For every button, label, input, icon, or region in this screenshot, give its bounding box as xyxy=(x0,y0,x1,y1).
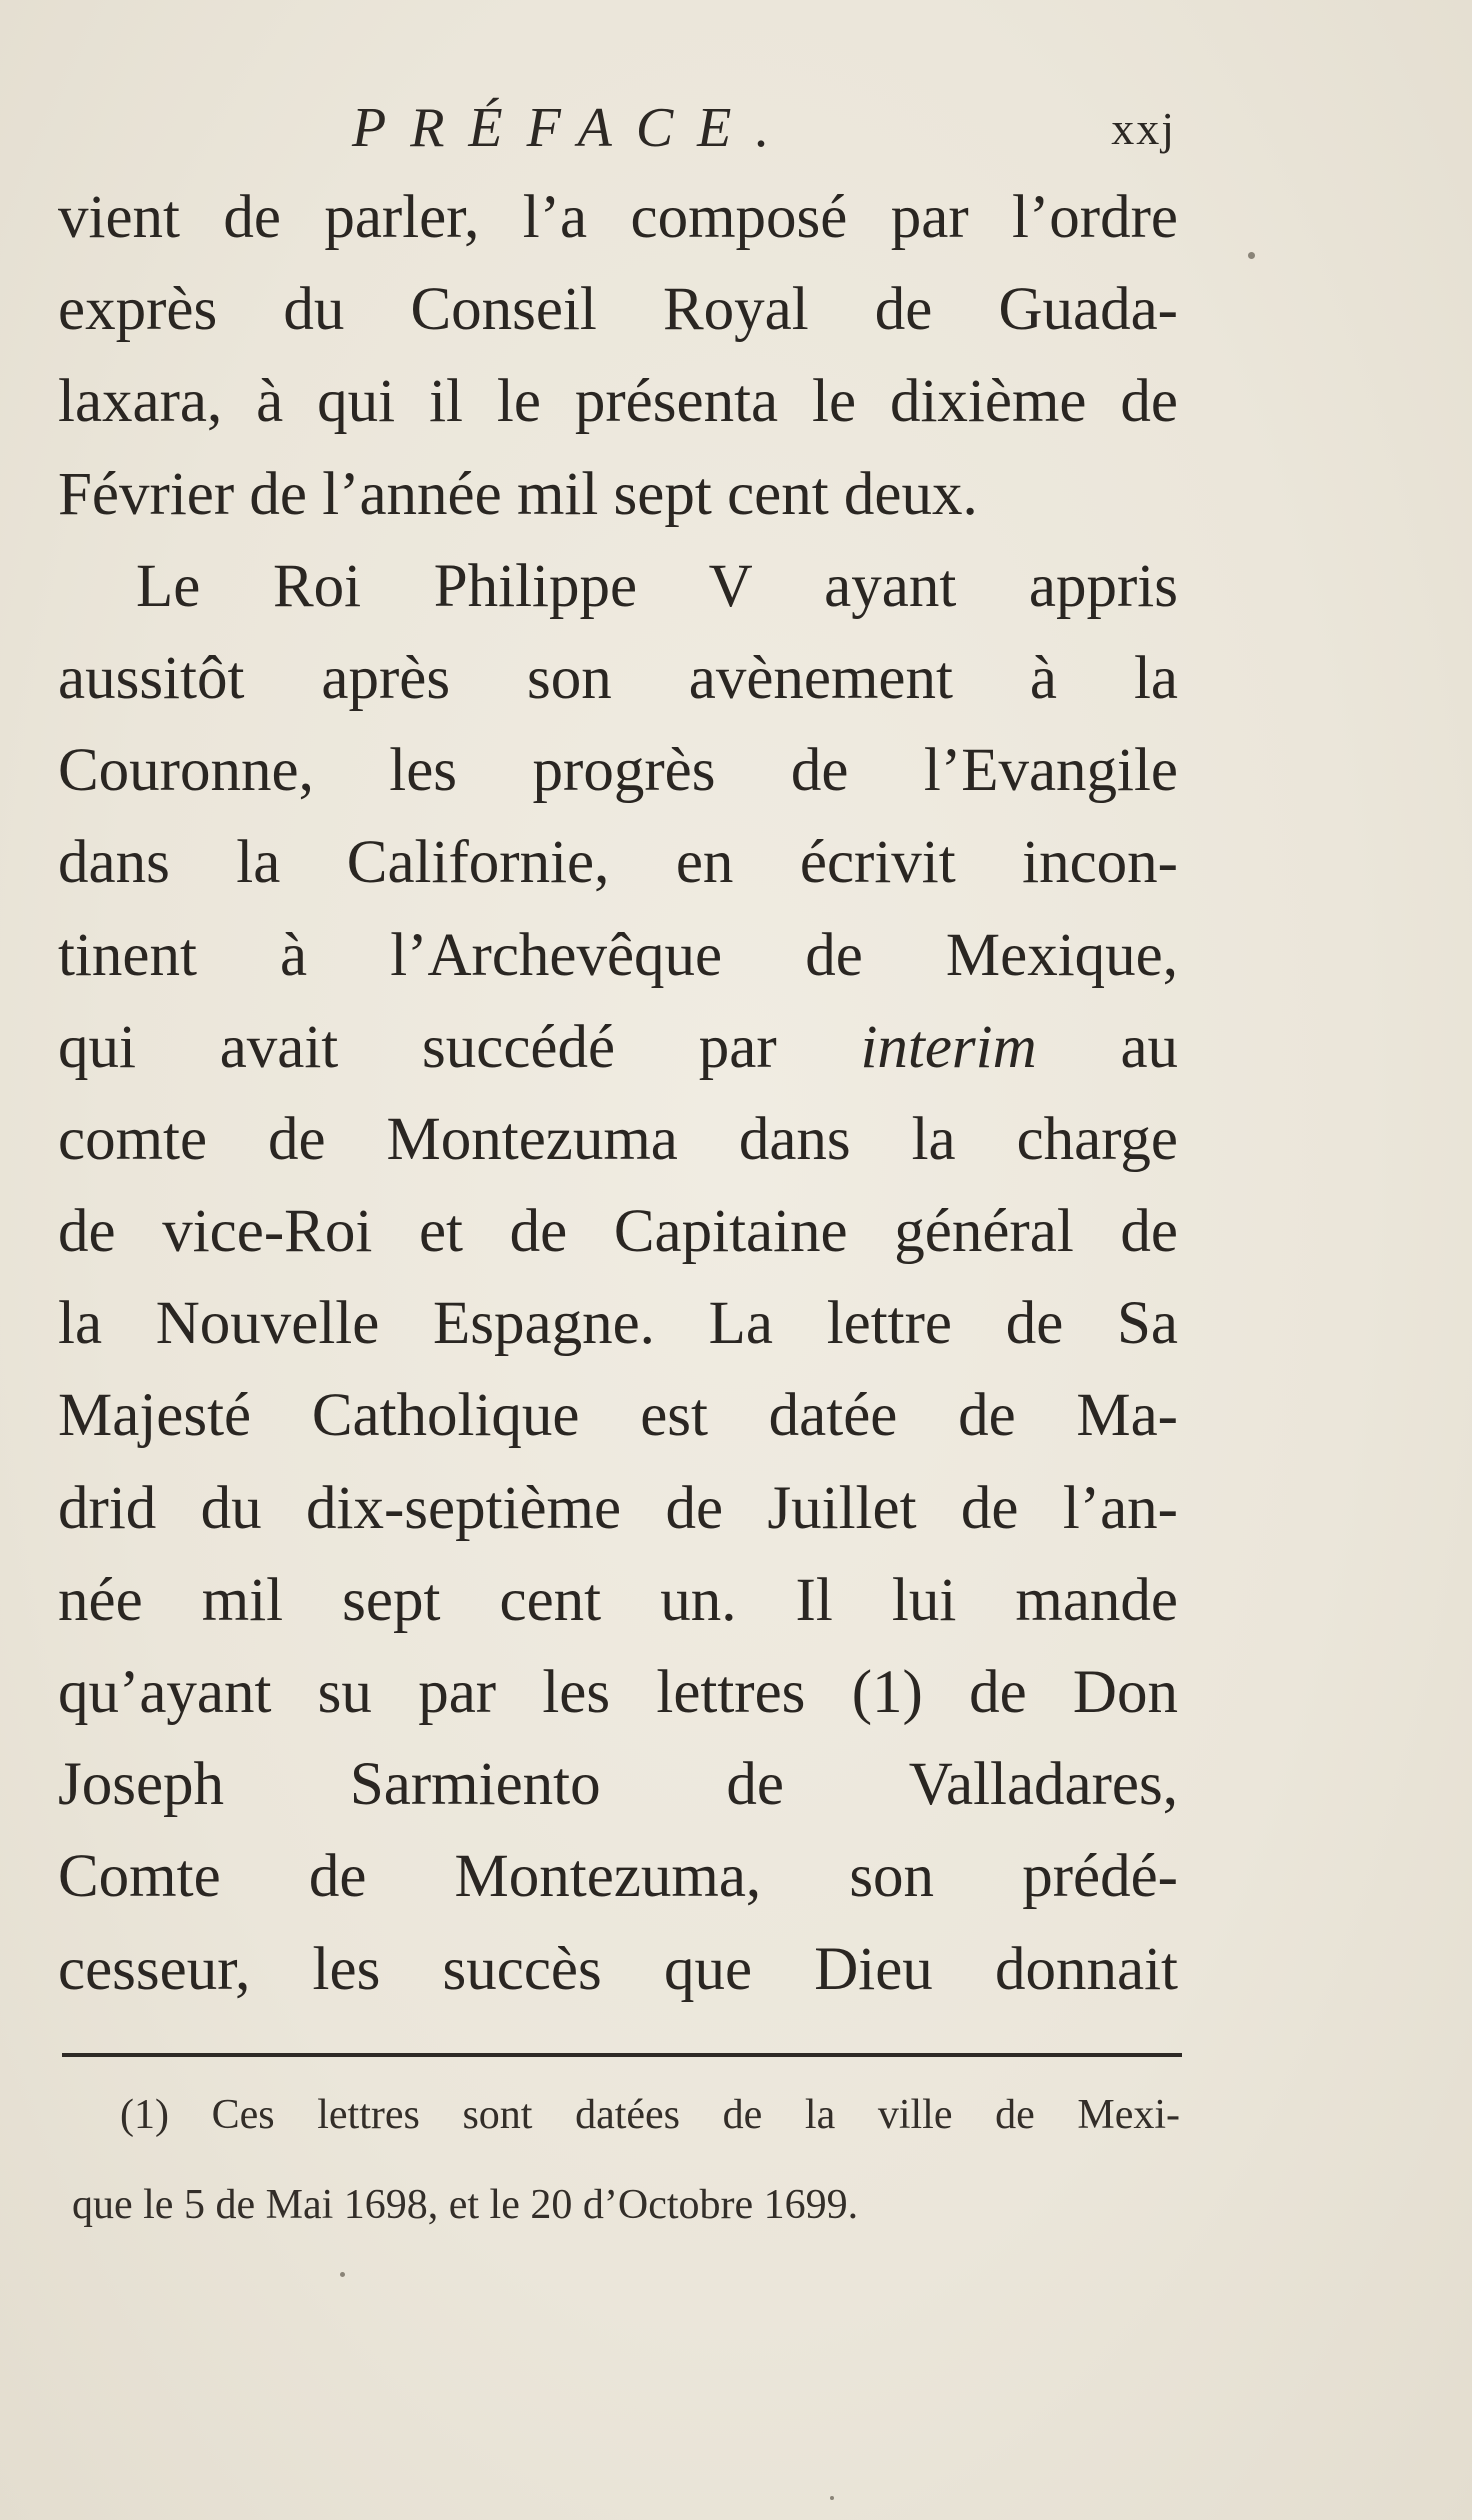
text-line: Majesté Catholique est datée de Ma- xyxy=(58,1382,1178,1450)
paper-speck xyxy=(340,2272,345,2277)
text-line xyxy=(58,1002,1178,1094)
text-line: aussitôt après son avènement à la xyxy=(58,644,1178,712)
text-line: vient de parler, l’a composé par l’ordre xyxy=(58,184,1178,251)
text-line: dans la Californie, en écrivit incon- xyxy=(58,829,1178,897)
text-segment: au xyxy=(1120,1013,1179,1081)
footnote xyxy=(72,2070,1180,2250)
body-text xyxy=(58,172,1178,2016)
text-line: Couronne, les progrès de l’Evangile xyxy=(58,737,1178,805)
text-line: née mil sept cent un. Il lui mande xyxy=(58,1566,1178,1634)
text-line: exprès du Conseil Royal de Guada- xyxy=(58,276,1178,344)
footnote-line: (1) Ces lettres sont datées de la ville de Mexi- xyxy=(120,2092,1180,2138)
text-line: Joseph Sarmiento de Valladares, xyxy=(58,1751,1178,1819)
running-title: PRÉFACE. xyxy=(352,97,794,159)
text-segment: qui avait succédé par xyxy=(58,1013,777,1081)
text-line: Février de l’année mil sept cent deux. xyxy=(58,460,978,528)
italic-term: interim xyxy=(860,1013,1037,1081)
page-header xyxy=(352,96,1192,159)
text-line: laxara, à qui il le présenta le dixième de xyxy=(58,368,1178,436)
footnote-rule xyxy=(62,2053,1182,2057)
text-line: comte de Montezuma dans la charge xyxy=(58,1105,1178,1173)
text-line: Comte de Montezuma, son prédé- xyxy=(58,1843,1178,1911)
page-number: xxj xyxy=(1111,103,1176,154)
paper-speck xyxy=(1248,252,1255,259)
text-line: qu’ayant su par les lettres (1) de Don xyxy=(58,1659,1178,1726)
text-line: la Nouvelle Espagne. La lettre de Sa xyxy=(58,1290,1178,1358)
text-line: de vice-Roi et de Capitaine général de xyxy=(58,1198,1178,1266)
paper-speck xyxy=(830,2496,834,2500)
text-line: tinent à l’Archevêque de Mexique, xyxy=(58,921,1178,989)
footnote-line: que le 5 de Mai 1698, et le 20 d’Octobre 1699. xyxy=(72,2182,859,2228)
text-line: cesseur, les succès que Dieu donnait xyxy=(58,1935,1178,2003)
paragraph-first-line: Le Roi Philippe V ayant appris xyxy=(136,552,1178,620)
text-line: drid du dix-septième de Juillet de l’an- xyxy=(58,1474,1178,1542)
